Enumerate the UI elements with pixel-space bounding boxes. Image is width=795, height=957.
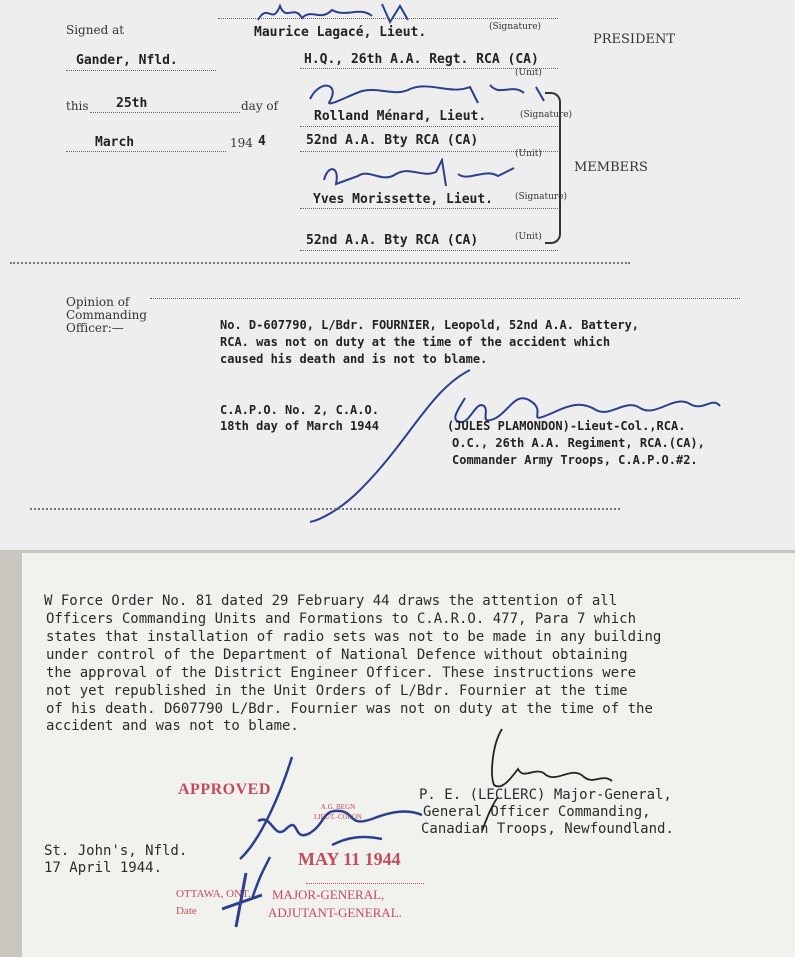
- opinion-text-3: caused his death and is not to blame.: [220, 352, 488, 366]
- date-label: Date: [176, 905, 197, 917]
- lower-line-1: W Force Order No. 81 dated 29 February 44 draws the attention of all: [44, 593, 618, 609]
- president-label: PRESIDENT: [593, 32, 676, 47]
- separator-1: [10, 262, 630, 264]
- member2-unit-line: [300, 250, 558, 251]
- lower-place: St. John's, Nfld.: [44, 843, 188, 859]
- opinion-text-2: RCA. was not on duty at the time of the accident which: [220, 335, 611, 349]
- approved-stamp: APPROVED: [178, 781, 271, 798]
- stamp-rule: [306, 883, 424, 884]
- date-stamp: MAY 11 1944: [298, 849, 401, 869]
- year-suffix: 4: [258, 134, 266, 149]
- members-label: MEMBERS: [574, 160, 648, 175]
- opinion-label-1: Opinion of: [66, 295, 130, 309]
- opinion-label-2: Commanding: [66, 308, 147, 322]
- opinion-label-3: Officer:—: [66, 321, 124, 335]
- opinion-rule: [150, 298, 740, 299]
- lower-line-7: of his death. D607790 L/Bdr. Fournier was not on duty at the time of the: [46, 701, 653, 717]
- member2-name-line: [300, 208, 558, 209]
- day-line: [90, 112, 240, 113]
- ottawa-label: OTTAWA, ONT.: [176, 888, 251, 900]
- member2-name: Yves Morissette, Lieut.: [313, 192, 494, 207]
- general-line-1: P. E. (LECLERC) Major-General,: [419, 787, 672, 803]
- signed-at-label: Signed at: [66, 23, 125, 37]
- signature-caption-3: (Signature): [515, 192, 568, 202]
- member1-name: Rolland Ménard, Lieut.: [314, 109, 487, 124]
- lower-line-2: Officers Commanding Units and Formations to C.A.R.O. 477, Para 7 which: [46, 611, 637, 627]
- lower-line-4: under control of the Department of National Defence without obtaining: [46, 647, 628, 663]
- signature-line-top: [218, 18, 558, 19]
- co-sign-line-3: Commander Army Troops, C.A.P.O.#2.: [452, 453, 698, 467]
- signature-caption: (Signature): [489, 22, 542, 32]
- opinion-place: C.A.P.O. No. 2, C.A.O.: [220, 403, 379, 417]
- lower-line-8: accident and was not to blame.: [46, 718, 299, 734]
- day-value: 25th: [116, 96, 148, 111]
- adjutant-general-stamp: ADJUTANT-GENERAL.: [268, 905, 402, 920]
- small-stamp-2: LIEUT.-COLON: [314, 813, 362, 821]
- member1-unit: 52nd A.A. Bty RCA (CA): [306, 133, 479, 148]
- president-unit: H.Q., 26th A.A. Regt. RCA (CA): [304, 52, 539, 67]
- initials-mark: [212, 869, 272, 933]
- members-brace: [545, 92, 561, 244]
- month-line: [66, 151, 226, 152]
- signature-caption-2: (Signature): [520, 110, 573, 120]
- unit-caption-3: (Unit): [515, 232, 542, 242]
- small-stamp-1: A.G. BEGN: [320, 803, 356, 811]
- place-line: [66, 70, 216, 71]
- month-value: March: [95, 135, 135, 150]
- place-gander: Gander, Nfld.: [76, 53, 178, 68]
- general-line-2: General Officer Commanding,: [423, 804, 651, 820]
- co-sign-line-1: (JULES PLAMONDON)-Lieut-Col.,RCA.: [447, 419, 686, 433]
- president-name: Maurice Lagacé, Lieut.: [254, 25, 427, 40]
- unit-caption-1: (Unit): [515, 68, 542, 78]
- day-of-label: day of: [241, 99, 279, 113]
- this-label: this: [66, 99, 89, 113]
- co-sign-line-2: O.C., 26th A.A. Regiment, RCA.(CA),: [452, 436, 705, 450]
- lower-line-3: states that installation of radio sets was not to be made in any building: [46, 629, 662, 645]
- lower-date: 17 April 1944.: [44, 860, 163, 876]
- lower-line-5: the approval of the District Engineer Officer. These instructions were: [46, 665, 637, 681]
- opinion-text-1: No. D-607790, L/Bdr. FOURNIER, Leopold, 52nd A.A. Battery,: [220, 318, 640, 332]
- member2-unit: 52nd A.A. Bty RCA (CA): [306, 233, 479, 248]
- member1-name-line: [300, 126, 558, 127]
- major-general-stamp: MAJOR-GENERAL,: [272, 887, 385, 902]
- general-line-3: Canadian Troops, Newfoundland.: [421, 821, 674, 837]
- approval-slip: [22, 553, 795, 957]
- separator-2: [30, 508, 620, 510]
- signature-member2: [318, 158, 538, 194]
- unit-caption-2: (Unit): [515, 149, 542, 159]
- year-prefix: 194: [230, 136, 253, 150]
- opinion-date: 18th day of March 1944: [220, 419, 379, 433]
- lower-line-6: not yet republished in the Unit Orders of L/Bdr. Fournier at the time: [46, 683, 628, 699]
